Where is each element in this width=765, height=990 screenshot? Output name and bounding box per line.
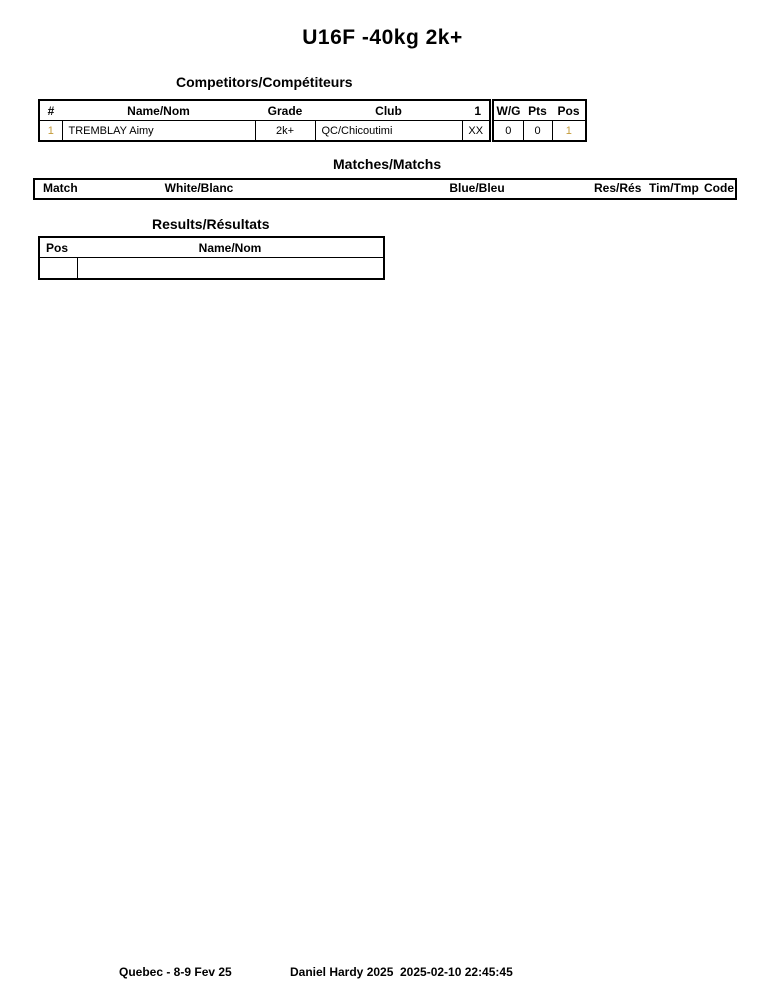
competitor-score-row xyxy=(493,121,586,142)
col-header-round1: 1 xyxy=(474,103,481,118)
competitor-pos: 1 xyxy=(552,121,586,142)
col-header-code: Code xyxy=(704,181,734,195)
competitor-grade: 2k+ xyxy=(255,121,315,142)
competitor-round1-result: XX xyxy=(462,121,490,142)
matches-table xyxy=(33,178,737,200)
competitors-table-right xyxy=(492,99,587,142)
matches-heading: Matches/Matchs xyxy=(333,156,442,172)
result-pos-cell xyxy=(39,258,77,280)
col-header-num: # xyxy=(47,103,55,118)
col-header-tim: Tim/Tmp xyxy=(649,181,699,195)
competitor-pts: 0 xyxy=(523,121,552,142)
col-header-result-name: Name/Nom xyxy=(198,240,262,255)
footer-author: Daniel Hardy 2025 xyxy=(290,965,394,979)
competitors-heading: Competitors/Compétiteurs xyxy=(176,74,353,90)
col-header-club: Club xyxy=(375,103,402,118)
competitor-name: TREMBLAY Aimy xyxy=(62,121,255,142)
col-header-pos: Pos xyxy=(557,103,580,118)
competitors-table xyxy=(38,99,587,142)
col-header-name: Name/Nom xyxy=(127,103,190,118)
col-header-result-pos: Pos xyxy=(46,240,69,255)
competitor-row xyxy=(39,121,490,142)
competitors-table-left xyxy=(38,99,491,142)
competitor-num: 1 xyxy=(39,121,62,142)
competitor-wg: 0 xyxy=(493,121,523,142)
results-header-row xyxy=(39,237,384,258)
results-empty-row xyxy=(39,258,384,280)
results-heading: Results/Résultats xyxy=(152,216,270,232)
col-header-pts: Pts xyxy=(528,103,547,118)
col-header-white: White/Blanc xyxy=(164,181,234,195)
footer-timestamp: 2025-02-10 22:45:45 xyxy=(400,965,513,979)
col-header-wg: W/G xyxy=(496,103,521,118)
col-header-blue: Blue/Bleu xyxy=(449,181,505,195)
results-table xyxy=(38,236,385,280)
competitors-score-header-row xyxy=(493,100,586,121)
col-header-res: Res/Rés xyxy=(594,181,642,195)
competitors-header-row xyxy=(39,100,490,121)
col-header-match: Match xyxy=(43,181,78,195)
result-name-cell xyxy=(77,258,384,280)
page-title: U16F -40kg 2k+ xyxy=(302,26,463,49)
competitor-club: QC/Chicoutimi xyxy=(315,121,462,142)
col-header-grade: Grade xyxy=(267,103,303,118)
footer-event-info: Quebec - 8-9 Fev 25 xyxy=(119,965,232,979)
